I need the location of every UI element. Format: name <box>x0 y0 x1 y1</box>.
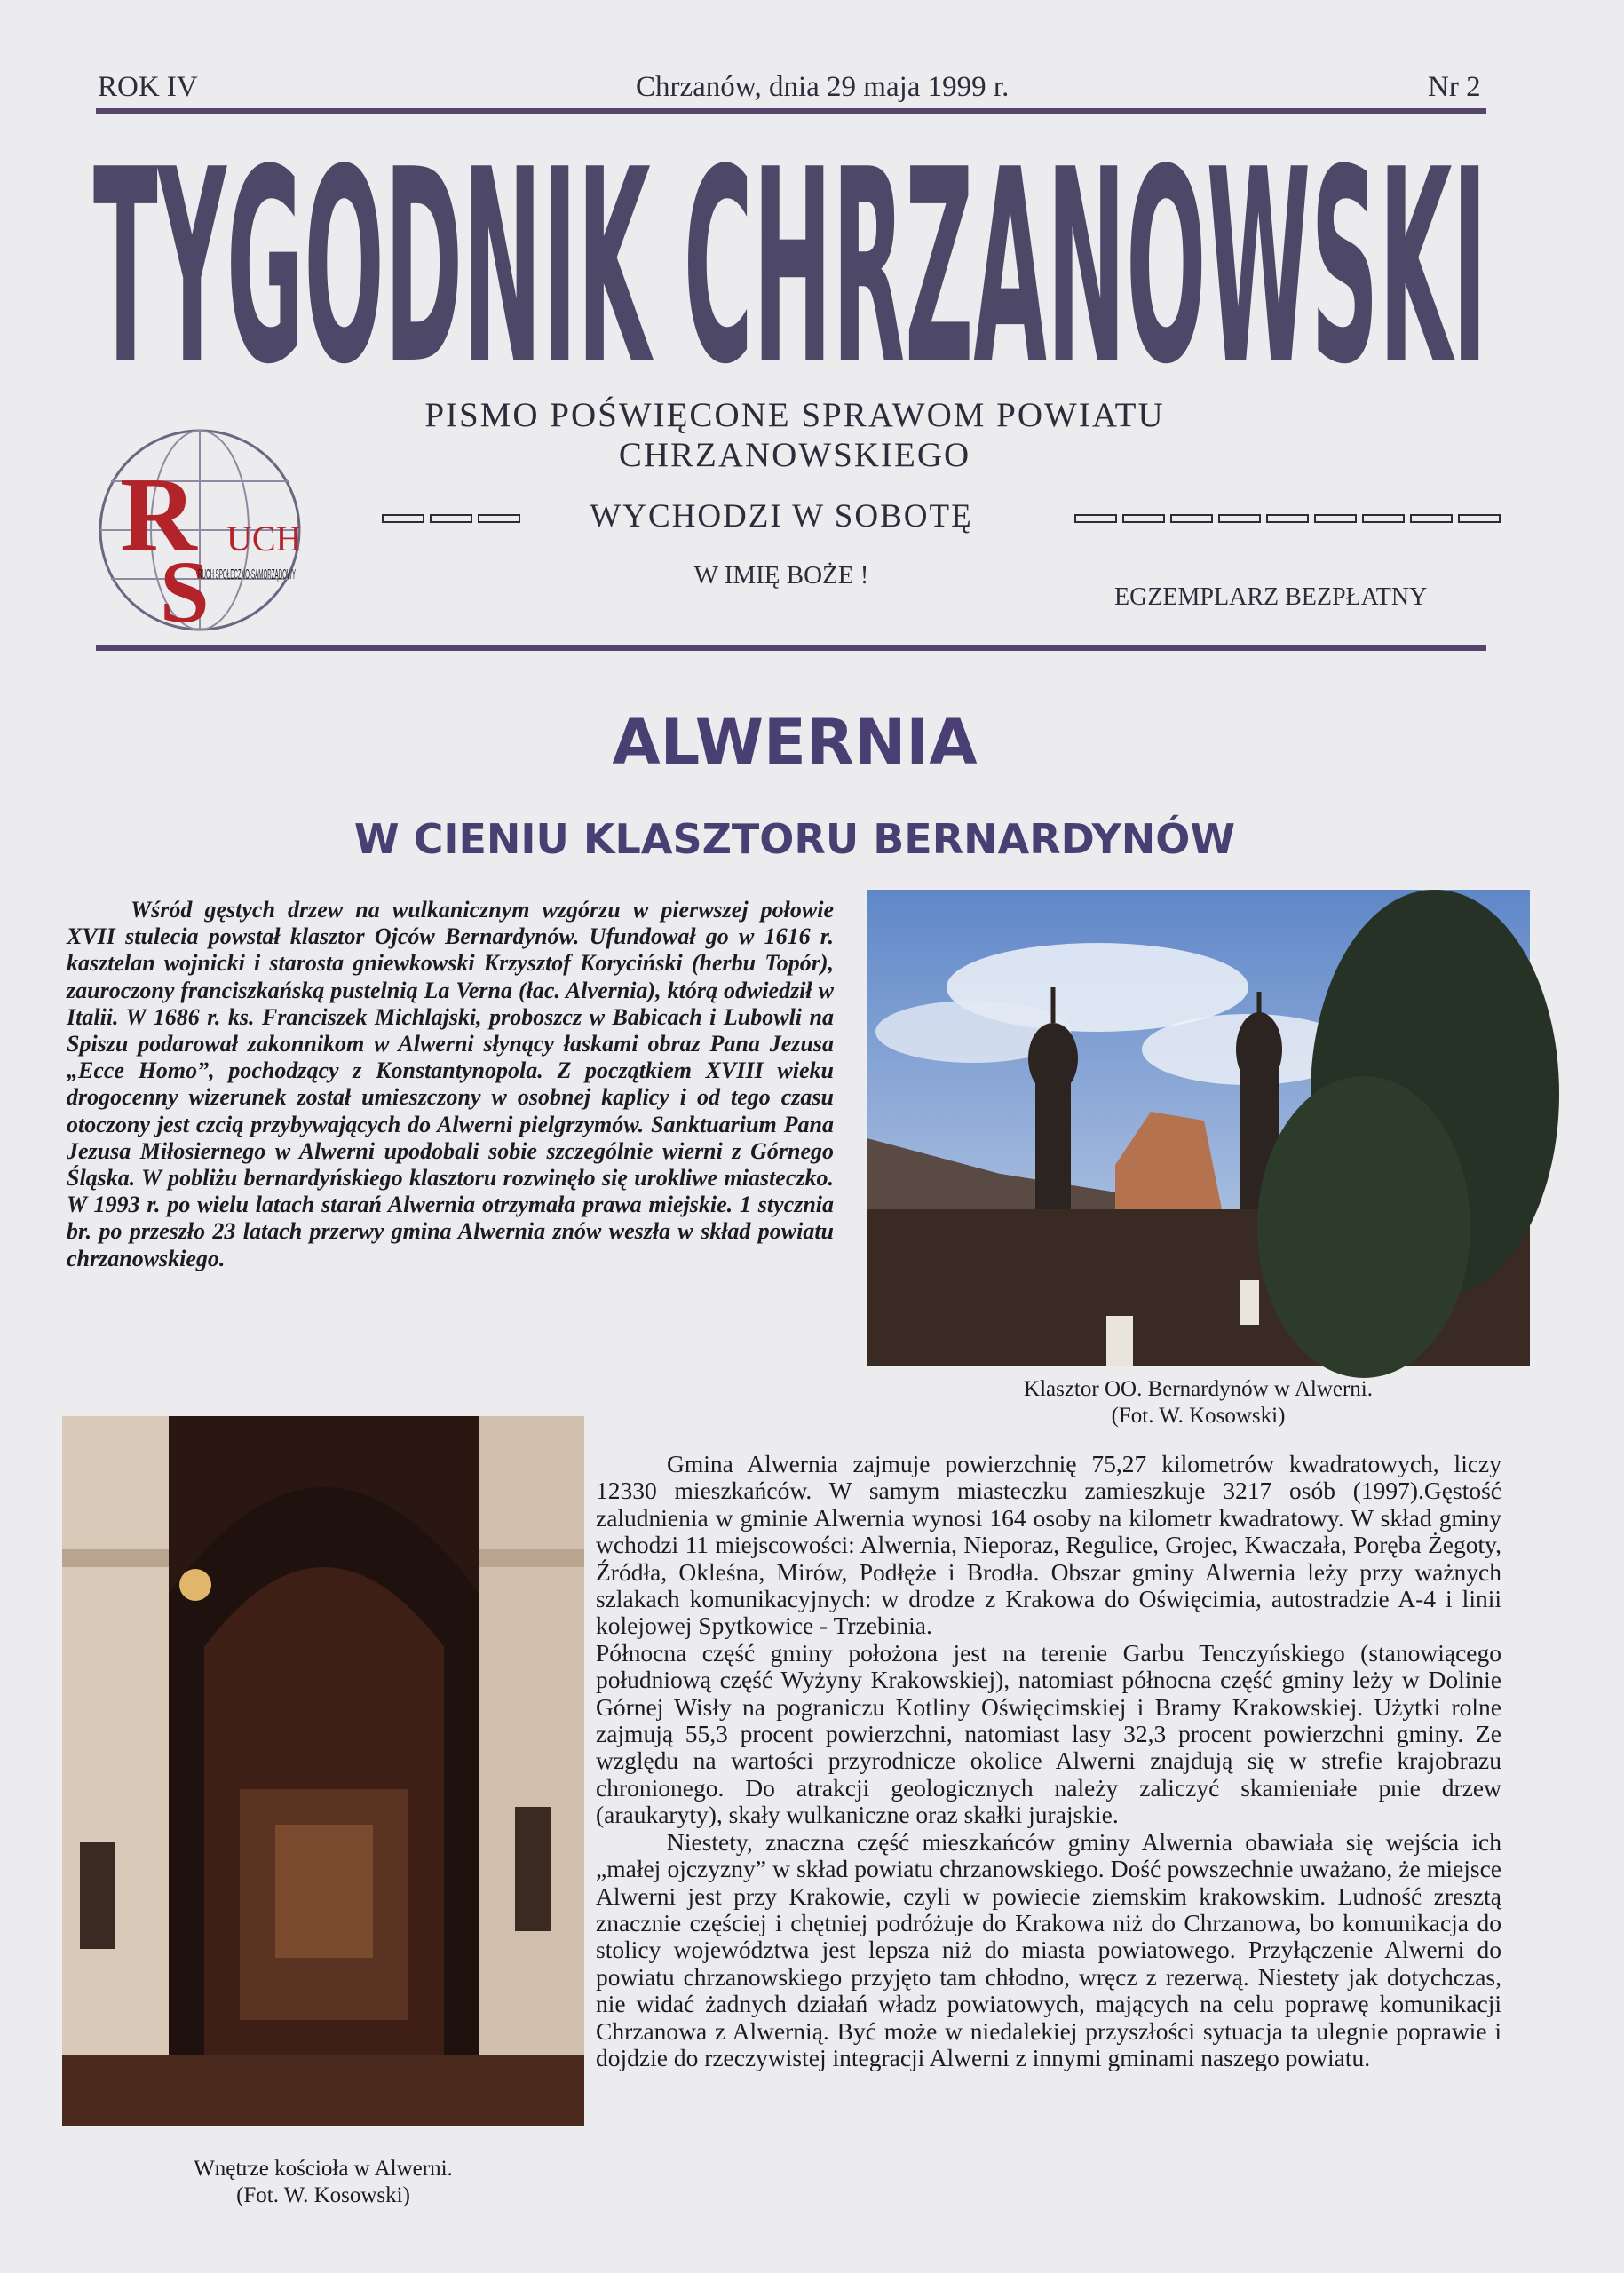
article-subtitle: W CIENIU KLASZTORU BERNARDYNÓW <box>353 815 1236 863</box>
frequency-label: WYCHODZI W SOBOTĘ <box>590 498 973 535</box>
svg-text:S: S <box>160 543 210 641</box>
body-paragraph-1: Gmina Alwernia zajmuje powierzchnię 75,27 kilometrów kwadratowych, liczy 12330 mieszkańców. W samym miasteczku zamieszkuje 3217 osób (1997).Gęstość zaludnienia w gminie Alwernia wynosi 164 osoby na kilometr kwadratowy. W skład gminy wchodzi 11 miejscowości: Alwernia, Nieporaz, Regulice, Grojec, Kwaczała, Poręba Żegoty, Źródła, Okleśna, Mirów, Podłęże i Brodła. Obszar gminy Alwernia leży przy ważnych szlakach komunikacyjnych: w drodze z Krakowa do Oświęcimia, autostradzie A-4 i linii kolejowej Spytkowice - Trzebinia. <box>596 1450 1501 1640</box>
issue-number: Nr 2 <box>1428 71 1481 103</box>
price-note: EGZEMPLARZ BEZPŁATNY <box>1114 583 1428 611</box>
svg-text:R: R <box>120 455 197 574</box>
dash-ornament-right <box>1074 511 1506 523</box>
svg-text:UCH: UCH <box>226 519 302 558</box>
year-label: ROK IV <box>98 71 198 103</box>
masthead-title: TYGODNIK CHRZANOWSKI <box>93 113 1487 423</box>
photo2-caption-line1: Wnętrze kościoła w Alwerni. <box>194 2157 453 2181</box>
subtitle-line2: CHRZANOWSKIEGO <box>618 436 971 474</box>
rss-logo <box>93 426 306 641</box>
article-title: ALWERNIA <box>612 706 978 779</box>
article-body <box>596 1451 1501 2071</box>
body-paragraph-2: Północna część gminy położona jest na terenie Garbu Tenczyńskiego (stanowiącego południową część Wyżyny Krakowskiej), natomiast północna część gminy leży w Dolinie Górnej Wisły na pograniczu Kotliny Oświęcimskiej i Bramy Krakowskiej. Użytki rolne zajmują 55,3 procent powierzchni, natomiast lasy 32,3 procent powierzchni gminy. Ze względu na wartości przyrodnicze okolice Alwerni znajdują się w strefie krajobrazu chronionego. Do atrakcji geologicznych należy zaliczyć skamieniałe pnie drzew (araukaryty), skały wulkaniczne oraz skałki jurajskie. <box>596 1638 1501 1829</box>
motto: W IMIĘ BOŻE ! <box>693 561 869 590</box>
logo-text: RUCH SPOŁECZNO-SAMORZĄDOWY <box>198 567 297 582</box>
photo1-caption-line2: (Fot. W. Kosowski) <box>1111 1404 1286 1428</box>
dash-ornament-left <box>382 511 526 523</box>
photo1-caption-line1: Klasztor OO. Bernardynów w Alwerni. <box>1024 1377 1373 1401</box>
dateline: Chrzanów, dnia 29 maja 1999 r. <box>636 71 1010 103</box>
body-paragraph-3: Niestety, znaczna część mieszkańców gminy Alwernia obawiała się wejścia ich „małej ojczyzny” w skład powiatu chrzanowskiego. Dość powszechnie uważano, że miejsce Alwerni jest przy Krakowie, czyli w powiecie ziemskim krakowskim. Ludność zresztą znacznie częściej i chętniej podróżuje do Krakowa niż do Chrzanowa, bo komunikacja do stolicy województwa jest lepsza niż do miasta powiatowego. Przyłączenie Alwerni do powiatu chrzanowskiego przyjęto tam chłodno, wręcz z rezerwą. Niestety jak dotychczas, nie widać żadnych działań władz powiatowych, mających na celu poprawę komunikacji Chrzanowa z Alwernią. Być może w niedalekiej przyszłości sytuacja ta ulegnie poprawie i dojdzie do rzeczywistej integracji Alwerni z innymi gminami naszego powiatu. <box>596 1827 1501 2071</box>
subtitle-line1: PISMO POŚWIĘCONE SPRAWOM POWIATU <box>424 396 1165 434</box>
monastery-exterior-photo <box>867 890 1530 1366</box>
photo2-caption-line2: (Fot. W. Kosowski) <box>236 2183 410 2207</box>
masthead-bottom-rule <box>96 645 1486 651</box>
church-interior-photo <box>62 1416 584 2126</box>
lead-paragraph: Wśród gęstych drzew na wulkanicznym wzgórzu w pierwszej połowie XVII stulecia powstał klasztor Ojców Bernardynów. Ufundował go w 1616 r. kasztelan wojnicki i starosta gniewkowski Krzysztof Koryciński (herbu Topór), zauroczony franciszkańską pustelnią La Verna (łac. Alvernia), którą odwiedził w Italii. W 1686 r. ks. Franciszek Michlajski, proboszcz w Babicach i Lubowli na Spiszu podarował zakonnikom w Alwerni słynący łaskami obraz Pana Jezusa „Ecce Homo”, pochodzący z Konstantynopola. Z początkiem XVIII wieku drogocenny wizerunek został umieszczony w osobnej kaplicy i od tego czasu otoczony jest czcią przybywających do Alwerni pielgrzymów. Sanktuarium Pana Jezusa Miłosiernego w Alwerni upodobali sobie szczególnie wierni z Górnego Śląska. W pobliżu bernardyńskiego klasztoru rozwinęło się urokliwe miasteczko. W 1993 r. po wielu latach starań Alwernia otrzymała prawa miejskie. 1 stycznia br. po przeszło 23 latach przerwy gmina Alwernia znów weszła w skład powiatu chrzanowskiego. <box>67 897 834 1271</box>
